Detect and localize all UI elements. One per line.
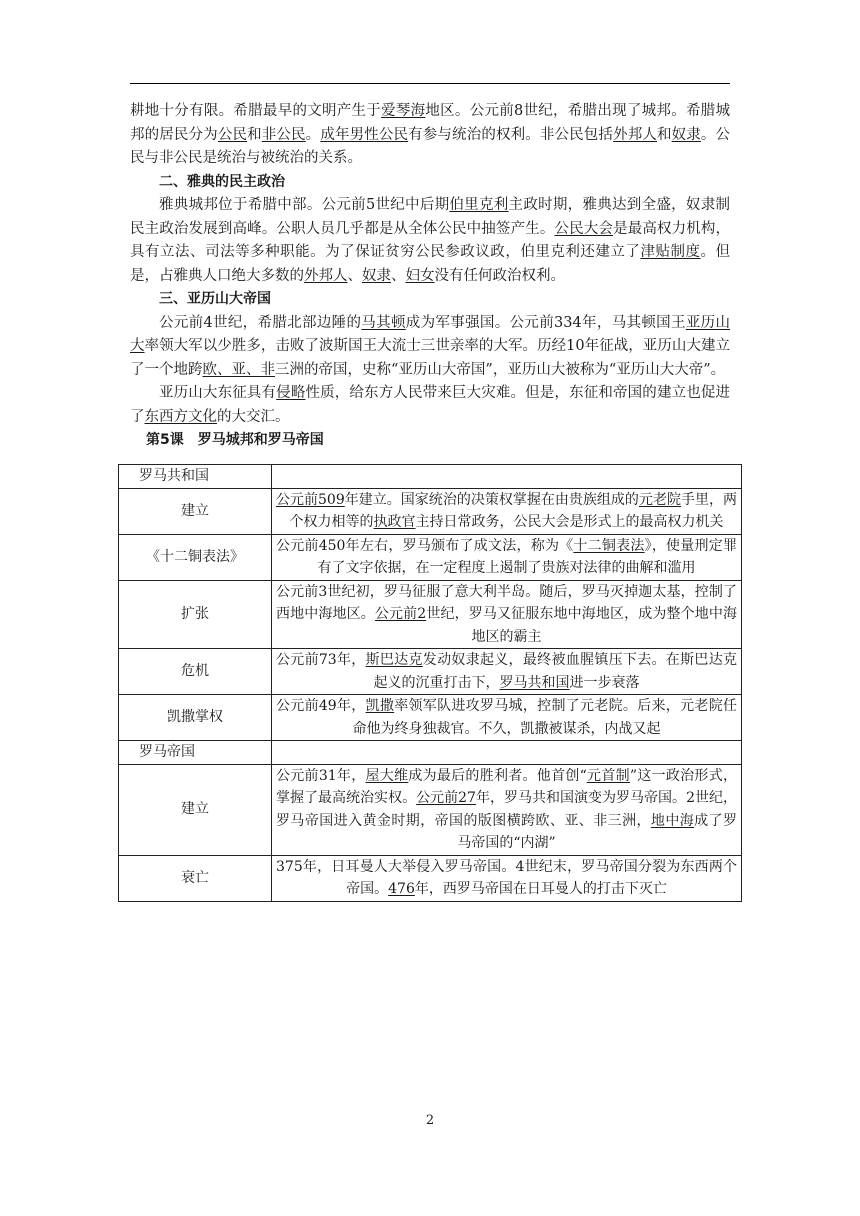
blank-answer: 执政官 [373,514,416,530]
blank-answer: 伯里克利 [449,197,509,213]
table-cell-label: 扩张 [119,580,272,649]
header-rule [130,83,730,84]
table-row [119,741,742,765]
table-cell-content: 公元前73年，斯巴达克发动奴隶起义，最终被血腥镇压下去。在斯巴达克起义的沉重打击下，罗马共和国进一步衰落 [272,649,742,695]
blank-answer: 侵略 [276,385,306,401]
table-row [119,534,742,580]
table-cell-label: 衰亡 [119,855,272,901]
blank-answer: 476 [388,881,415,897]
table-cell-content: 公元前450年左右，罗马颁布了成文法，称为《十二铜表法》，使量刑定罪有了文字依据，在一定程度上遏制了贵族对法律的曲解和滥用 [272,534,742,580]
table-cell-content: 公元前3世纪初，罗马征服了意大利半岛。随后，罗马灭掉迦太基，控制了西地中海地区。公元前2世纪，罗马又征服东地中海地区，成为整个地中海地区的霸主 [272,580,742,649]
table-cell-empty [272,465,742,489]
section-heading-athens: 二、雅典的民主政治 [159,173,285,190]
table-cell-label: 建立 [119,488,272,534]
table-cell-label: 建立 [119,764,272,855]
table-cell-label: 罗马帝国 [119,741,272,765]
blank-answer: 非公民 [261,126,306,143]
blank-answer: 公民大会 [554,220,614,237]
blank-answer: 马其顿 [361,314,406,331]
table-cell-empty [272,741,742,765]
table-row [119,695,742,741]
blank-answer: 奴隶 [362,267,391,284]
blank-answer: 公元前27 [416,790,476,806]
athens-paragraph: 雅典城邦位于希腊中部。公元前5世纪中后期伯里克利主政时期，雅典达到全盛，奴隶制民主政治发展到高峰。公职人员几乎都是从全体公民中抽签产生。公民大会是最高权力机构，具有立法、司法等多种职能。为了保证贫穷公民参政议政，伯里克利还建立了津贴制度。但是，占雅典人口绝大多数的外邦人、奴隶、妇女没有任何政治权利。 [130,197,731,284]
table-row [119,488,742,534]
table-cell-label: 危机 [119,649,272,695]
table-row [119,465,742,489]
blank-answer: 奴隶 [671,126,701,143]
table-cell-content: 375年，日耳曼人大举侵入罗马帝国。4世纪末，罗马帝国分裂为东西两个帝国。476年，西罗马帝国在日耳曼人的打击下灭亡 [272,855,742,901]
table-cell-content: 公元前509年建立。国家统治的决策权掌握在由贵族组成的元老院手里，两个权力相等的执政官主持日常政务，公民大会是形式上的最高权力机关 [272,488,742,534]
blank-answer: 津贴制度 [640,244,701,260]
blank-answer: 妇女 [405,267,435,284]
blank-answer: 外邦人 [304,267,348,284]
table-cell-label: 罗马共和国 [119,465,272,489]
rome-table [118,464,742,902]
table-cell-label: 《十二铜表法》 [119,534,272,580]
blank-answer: 罗马共和国 [499,674,570,691]
intro-paragraph: 耕地十分有限。希腊最早的文明产生于爱琴海地区。公元前8世纪，希腊出现了城邦。希腊城邦的居民分为公民和非公民。成年男性公民有参与统治的权利。非公民包括外邦人和奴隶。公民与非公民是统治与被统治的关系。 [130,103,731,166]
blank-answer: 外邦人 [613,126,657,143]
blank-answer: 爱琴海 [381,103,426,119]
table-cell-label: 凯撒掌权 [119,695,272,741]
table-row [119,649,742,695]
alexander-paragraph-1: 公元前4世纪，希腊北部边陲的马其顿成为军事强国。公元前334年，马其顿国王亚历山大率领大军以少胜多，击败了波斯国王大流士三世亲率的大军。历经10年征战，亚历山大建立了一个地跨欧、亚、非三洲的帝国，史称“亚历山大帝国”，亚历山大被称为“亚历山大大帝”。 [130,314,731,378]
blank-answer: 欧、亚、非 [202,361,275,378]
blank-answer: 元首制 [586,767,630,784]
table-row [119,580,742,649]
body-text [130,100,730,453]
blank-answer: 东西方文化 [144,408,217,425]
blank-answer: 公元前509 [276,491,345,508]
alexander-paragraph-2: 亚历山大东征具有侵略性质，给东方人民带来巨大灾难。但是，东征和帝国的建立也促进了东西方文化的大交汇。 [130,385,731,425]
blank-answer: 凯撒 [365,698,395,714]
lesson-title: 第5课 罗马城邦和罗马帝国 [146,432,324,448]
blank-answer: 成年男性公民 [320,126,409,143]
blank-answer: 公民 [217,126,248,143]
blank-answer: 地中海 [650,812,695,829]
blank-answer: 十二铜表法 [573,537,645,554]
table-cell-content: 公元前31年，屋大维成为最后的胜利者。他首创“元首制”这一政治形式，掌握了最高统治实权。公元前27年，罗马共和国演变为罗马帝国。2世纪，罗马帝国进入黄金时期，帝国的版图横跨欧、亚、非三洲，地中海成了罗马帝国的“内湖” [272,764,742,855]
blank-answer: 亚历山大 [130,314,730,354]
table-cell-content: 公元前49年，凯撒率领军队进攻罗马城，控制了元老院。后来，元老院任命他为终身独裁官。不久，凯撒被谋杀，内战又起 [272,695,742,741]
table-row [119,764,742,855]
blank-answer: 斯巴达克 [365,652,423,668]
blank-answer: 元老院 [638,491,681,508]
table-row [119,855,742,901]
page-number: 2 [425,1113,435,1128]
section-heading-alexander: 三、亚历山大帝国 [159,291,271,307]
blank-answer: 公元前2 [374,606,427,622]
blank-answer: 屋大维 [365,767,409,784]
